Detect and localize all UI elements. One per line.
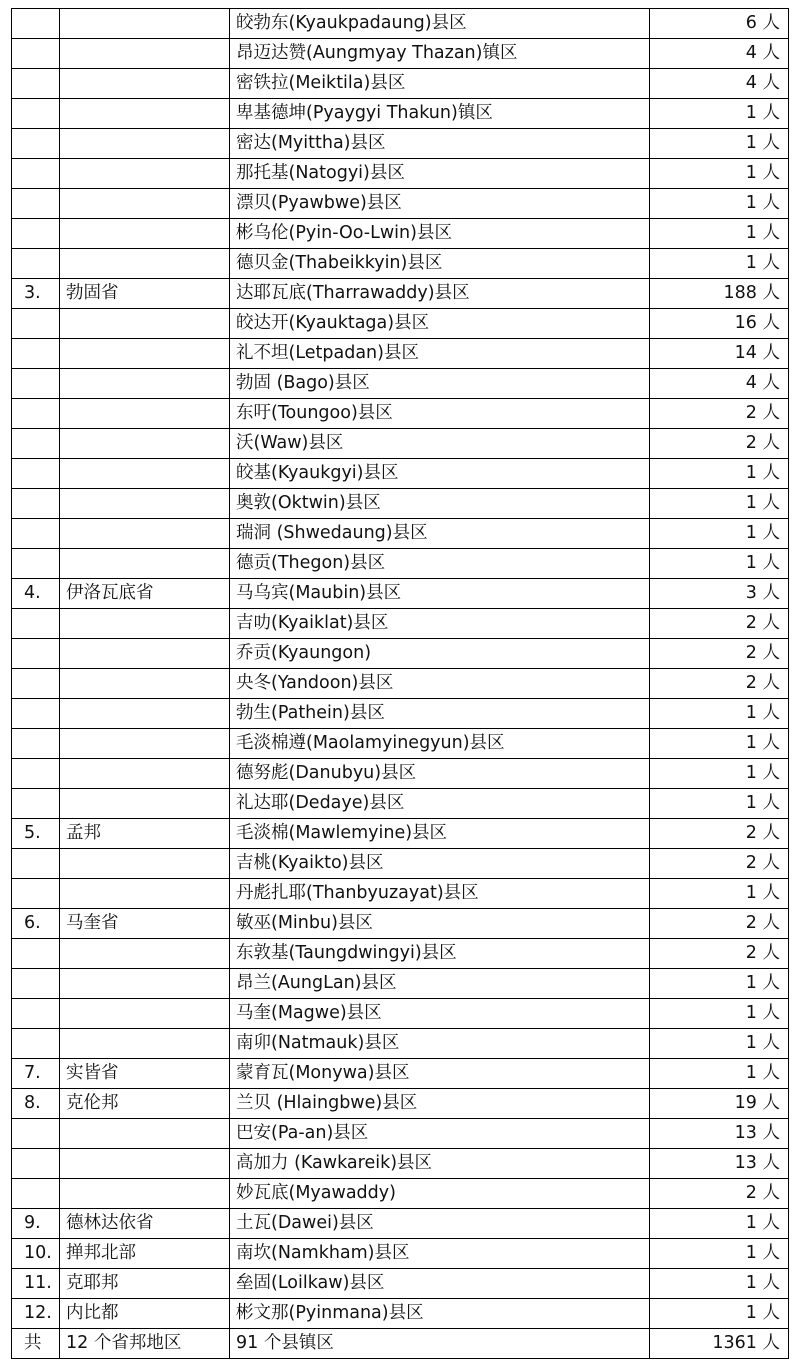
row-number-cell (12, 549, 60, 579)
table-row (12, 399, 789, 429)
township-cell: 昂兰(AungLan)县区 (230, 969, 650, 999)
row-number-cell: 11. (12, 1269, 60, 1299)
table-row (12, 609, 789, 639)
row-number-cell (12, 729, 60, 759)
township-cell: 礼不坦(Letpadan)县区 (230, 339, 650, 369)
count-cell: 1 人 (650, 1239, 789, 1269)
row-number-cell (12, 39, 60, 69)
table-row (12, 1059, 789, 1089)
township-table (11, 8, 789, 1359)
count-cell: 13 人 (650, 1149, 789, 1179)
table-row (12, 729, 789, 759)
count-cell: 1 人 (650, 219, 789, 249)
count-cell: 2 人 (650, 849, 789, 879)
township-cell: 马奎(Magwe)县区 (230, 999, 650, 1029)
count-cell: 188 人 (650, 279, 789, 309)
count-cell: 2 人 (650, 639, 789, 669)
township-cell: 丹彪扎耶(Thanbyuzayat)县区 (230, 879, 650, 909)
row-number-cell (12, 1149, 60, 1179)
row-number-cell (12, 609, 60, 639)
province-cell (60, 489, 230, 519)
row-number-cell (12, 189, 60, 219)
province-cell (60, 699, 230, 729)
row-number-cell (12, 249, 60, 279)
province-cell (60, 849, 230, 879)
count-cell: 19 人 (650, 1089, 789, 1119)
province-cell: 孟邦 (60, 819, 230, 849)
row-number-cell (12, 219, 60, 249)
table-row (12, 639, 789, 669)
count-cell: 1 人 (650, 489, 789, 519)
row-number-cell (12, 339, 60, 369)
township-cell: 东吁(Toungoo)县区 (230, 399, 650, 429)
row-number-cell (12, 1029, 60, 1059)
row-number-cell (12, 129, 60, 159)
township-cell: 卑基德坤(Pyaygyi Thakun)镇区 (230, 99, 650, 129)
table-row (12, 969, 789, 999)
province-cell (60, 459, 230, 489)
province-cell (60, 609, 230, 639)
row-number-cell (12, 399, 60, 429)
table-row (12, 519, 789, 549)
province-cell (60, 429, 230, 459)
province-cell (60, 9, 230, 39)
province-cell: 马奎省 (60, 909, 230, 939)
count-cell: 1 人 (650, 249, 789, 279)
province-cell: 克伦邦 (60, 1089, 230, 1119)
table-row (12, 759, 789, 789)
province-cell (60, 1119, 230, 1149)
count-cell: 1361 人 (650, 1329, 789, 1359)
row-number-cell (12, 999, 60, 1029)
count-cell: 1 人 (650, 1029, 789, 1059)
province-cell: 克耶邦 (60, 1269, 230, 1299)
township-cell: 土瓦(Dawei)县区 (230, 1209, 650, 1239)
table-row (12, 309, 789, 339)
township-cell: 吉叻(Kyaiklat)县区 (230, 609, 650, 639)
row-number-cell (12, 969, 60, 999)
count-cell: 1 人 (650, 519, 789, 549)
township-cell: 勃固 (Bago)县区 (230, 369, 650, 399)
count-cell: 1 人 (650, 159, 789, 189)
count-cell: 13 人 (650, 1119, 789, 1149)
table-row (12, 249, 789, 279)
province-cell (60, 1149, 230, 1179)
count-cell: 2 人 (650, 939, 789, 969)
township-cell: 皎基(Kyaukgyi)县区 (230, 459, 650, 489)
count-cell: 2 人 (650, 909, 789, 939)
table-row (12, 189, 789, 219)
province-cell (60, 219, 230, 249)
province-cell: 德林达依省 (60, 1209, 230, 1239)
province-cell (60, 339, 230, 369)
count-cell: 1 人 (650, 729, 789, 759)
count-cell: 16 人 (650, 309, 789, 339)
township-cell: 东敦基(Taungdwingyi)县区 (230, 939, 650, 969)
province-cell (60, 639, 230, 669)
province-cell: 勃固省 (60, 279, 230, 309)
province-cell (60, 1029, 230, 1059)
township-cell: 南坎(Namkham)县区 (230, 1239, 650, 1269)
township-cell: 央冬(Yandoon)县区 (230, 669, 650, 699)
count-cell: 1 人 (650, 129, 789, 159)
province-cell (60, 189, 230, 219)
township-cell: 瑞洞 (Shwedaung)县区 (230, 519, 650, 549)
township-cell: 密铁拉(Meiktila)县区 (230, 69, 650, 99)
table-row (12, 129, 789, 159)
province-cell (60, 879, 230, 909)
township-cell: 兰贝 (Hlaingbwe)县区 (230, 1089, 650, 1119)
row-number-cell: 12. (12, 1299, 60, 1329)
province-cell (60, 159, 230, 189)
row-number-cell (12, 1179, 60, 1209)
row-number-cell (12, 849, 60, 879)
township-cell: 敏巫(Minbu)县区 (230, 909, 650, 939)
row-number-cell (12, 879, 60, 909)
province-cell (60, 39, 230, 69)
table-row (12, 1269, 789, 1299)
row-number-cell (12, 429, 60, 459)
row-number-cell: 5. (12, 819, 60, 849)
table-row (12, 789, 789, 819)
township-cell: 皎勃东(Kyaukpadaung)县区 (230, 9, 650, 39)
row-number-cell (12, 309, 60, 339)
count-cell: 1 人 (650, 1059, 789, 1089)
table-row (12, 1089, 789, 1119)
count-cell: 1 人 (650, 759, 789, 789)
province-cell (60, 789, 230, 819)
row-number-cell (12, 489, 60, 519)
township-cell: 勃生(Pathein)县区 (230, 699, 650, 729)
count-cell: 2 人 (650, 609, 789, 639)
table-row (12, 549, 789, 579)
table-row (12, 99, 789, 129)
count-cell: 1 人 (650, 969, 789, 999)
township-cell: 乔贡(Kyaungon) (230, 639, 650, 669)
count-cell: 4 人 (650, 369, 789, 399)
row-number-cell: 4. (12, 579, 60, 609)
count-cell: 3 人 (650, 579, 789, 609)
table-row (12, 1299, 789, 1329)
count-cell: 1 人 (650, 999, 789, 1029)
province-cell (60, 519, 230, 549)
township-cell: 吉桃(Kyaikto)县区 (230, 849, 650, 879)
table-body (12, 9, 789, 1359)
province-cell: 12 个省邦地区 (60, 1329, 230, 1359)
table-row (12, 1029, 789, 1059)
township-cell: 达耶瓦底(Tharrawaddy)县区 (230, 279, 650, 309)
province-cell (60, 129, 230, 159)
township-cell: 德努彪(Danubyu)县区 (230, 759, 650, 789)
count-cell: 1 人 (650, 699, 789, 729)
table-row (12, 1239, 789, 1269)
row-number-cell: 8. (12, 1089, 60, 1119)
count-cell: 4 人 (650, 69, 789, 99)
row-number-cell: 共 (12, 1329, 60, 1359)
township-cell: 巴安(Pa-an)县区 (230, 1119, 650, 1149)
township-cell: 垒固(Loilkaw)县区 (230, 1269, 650, 1299)
province-cell (60, 369, 230, 399)
count-cell: 1 人 (650, 459, 789, 489)
township-cell: 德贝金(Thabeikkyin)县区 (230, 249, 650, 279)
province-cell (60, 669, 230, 699)
count-cell: 1 人 (650, 1269, 789, 1299)
table-row (12, 69, 789, 99)
table-row (12, 9, 789, 39)
township-cell: 漂贝(Pyawbwe)县区 (230, 189, 650, 219)
province-cell (60, 399, 230, 429)
row-number-cell (12, 519, 60, 549)
table-row (12, 1149, 789, 1179)
table-row (12, 459, 789, 489)
row-number-cell: 10. (12, 1239, 60, 1269)
table-row (12, 219, 789, 249)
province-cell: 实皆省 (60, 1059, 230, 1089)
count-cell: 2 人 (650, 399, 789, 429)
row-number-cell: 6. (12, 909, 60, 939)
table-row (12, 819, 789, 849)
township-cell: 彬乌伦(Pyin-Oo-Lwin)县区 (230, 219, 650, 249)
row-number-cell (12, 69, 60, 99)
count-cell: 1 人 (650, 189, 789, 219)
count-cell: 1 人 (650, 1209, 789, 1239)
township-cell: 91 个县镇区 (230, 1329, 650, 1359)
table-row (12, 159, 789, 189)
row-number-cell: 7. (12, 1059, 60, 1089)
row-number-cell (12, 639, 60, 669)
count-cell: 2 人 (650, 1179, 789, 1209)
count-cell: 2 人 (650, 429, 789, 459)
row-number-cell (12, 9, 60, 39)
table-row (12, 489, 789, 519)
count-cell: 1 人 (650, 99, 789, 129)
township-cell: 密达(Myittha)县区 (230, 129, 650, 159)
province-cell (60, 999, 230, 1029)
row-number-cell (12, 789, 60, 819)
township-cell: 蒙育瓦(Monywa)县区 (230, 1059, 650, 1089)
row-number-cell (12, 99, 60, 129)
table-row (12, 669, 789, 699)
table-row (12, 279, 789, 309)
province-cell (60, 69, 230, 99)
count-cell: 1 人 (650, 1299, 789, 1329)
province-cell (60, 249, 230, 279)
township-cell: 毛淡棉遵(Maolamyinegyun)县区 (230, 729, 650, 759)
township-cell: 高加力 (Kawkareik)县区 (230, 1149, 650, 1179)
table-row (12, 879, 789, 909)
township-cell: 妙瓦底(Myawaddy) (230, 1179, 650, 1209)
table-row (12, 1209, 789, 1239)
row-number-cell (12, 159, 60, 189)
table-row (12, 909, 789, 939)
township-cell: 毛淡棉(Mawlemyine)县区 (230, 819, 650, 849)
table-row (12, 1329, 789, 1359)
table-row (12, 999, 789, 1029)
province-cell (60, 549, 230, 579)
table-row (12, 1119, 789, 1149)
row-number-cell (12, 939, 60, 969)
count-cell: 2 人 (650, 669, 789, 699)
count-cell: 6 人 (650, 9, 789, 39)
province-cell: 伊洛瓦底省 (60, 579, 230, 609)
province-cell: 掸邦北部 (60, 1239, 230, 1269)
township-cell: 礼达耶(Dedaye)县区 (230, 789, 650, 819)
row-number-cell (12, 369, 60, 399)
township-cell: 马乌宾(Maubin)县区 (230, 579, 650, 609)
count-cell: 2 人 (650, 819, 789, 849)
row-number-cell (12, 759, 60, 789)
table-row (12, 939, 789, 969)
row-number-cell: 9. (12, 1209, 60, 1239)
table-row (12, 339, 789, 369)
province-cell (60, 99, 230, 129)
township-cell: 那托基(Natogyi)县区 (230, 159, 650, 189)
table-row (12, 579, 789, 609)
row-number-cell: 3. (12, 279, 60, 309)
table-row (12, 39, 789, 69)
count-cell: 1 人 (650, 879, 789, 909)
table-row (12, 369, 789, 399)
township-cell: 南卯(Natmauk)县区 (230, 1029, 650, 1059)
table-row (12, 849, 789, 879)
township-cell: 德贡(Thegon)县区 (230, 549, 650, 579)
province-cell: 内比都 (60, 1299, 230, 1329)
table-row (12, 699, 789, 729)
township-cell: 奥敦(Oktwin)县区 (230, 489, 650, 519)
table-row (12, 1179, 789, 1209)
row-number-cell (12, 699, 60, 729)
count-cell: 4 人 (650, 39, 789, 69)
province-cell (60, 729, 230, 759)
province-cell (60, 1179, 230, 1209)
township-cell: 彬文那(Pyinmana)县区 (230, 1299, 650, 1329)
province-cell (60, 309, 230, 339)
count-cell: 14 人 (650, 339, 789, 369)
township-cell: 皎达开(Kyauktaga)县区 (230, 309, 650, 339)
table-row (12, 429, 789, 459)
province-cell (60, 969, 230, 999)
row-number-cell (12, 669, 60, 699)
township-cell: 昂迈达赞(Aungmyay Thazan)镇区 (230, 39, 650, 69)
row-number-cell (12, 1119, 60, 1149)
count-cell: 1 人 (650, 789, 789, 819)
province-cell (60, 759, 230, 789)
count-cell: 1 人 (650, 549, 789, 579)
province-cell (60, 939, 230, 969)
row-number-cell (12, 459, 60, 489)
township-cell: 沃(Waw)县区 (230, 429, 650, 459)
